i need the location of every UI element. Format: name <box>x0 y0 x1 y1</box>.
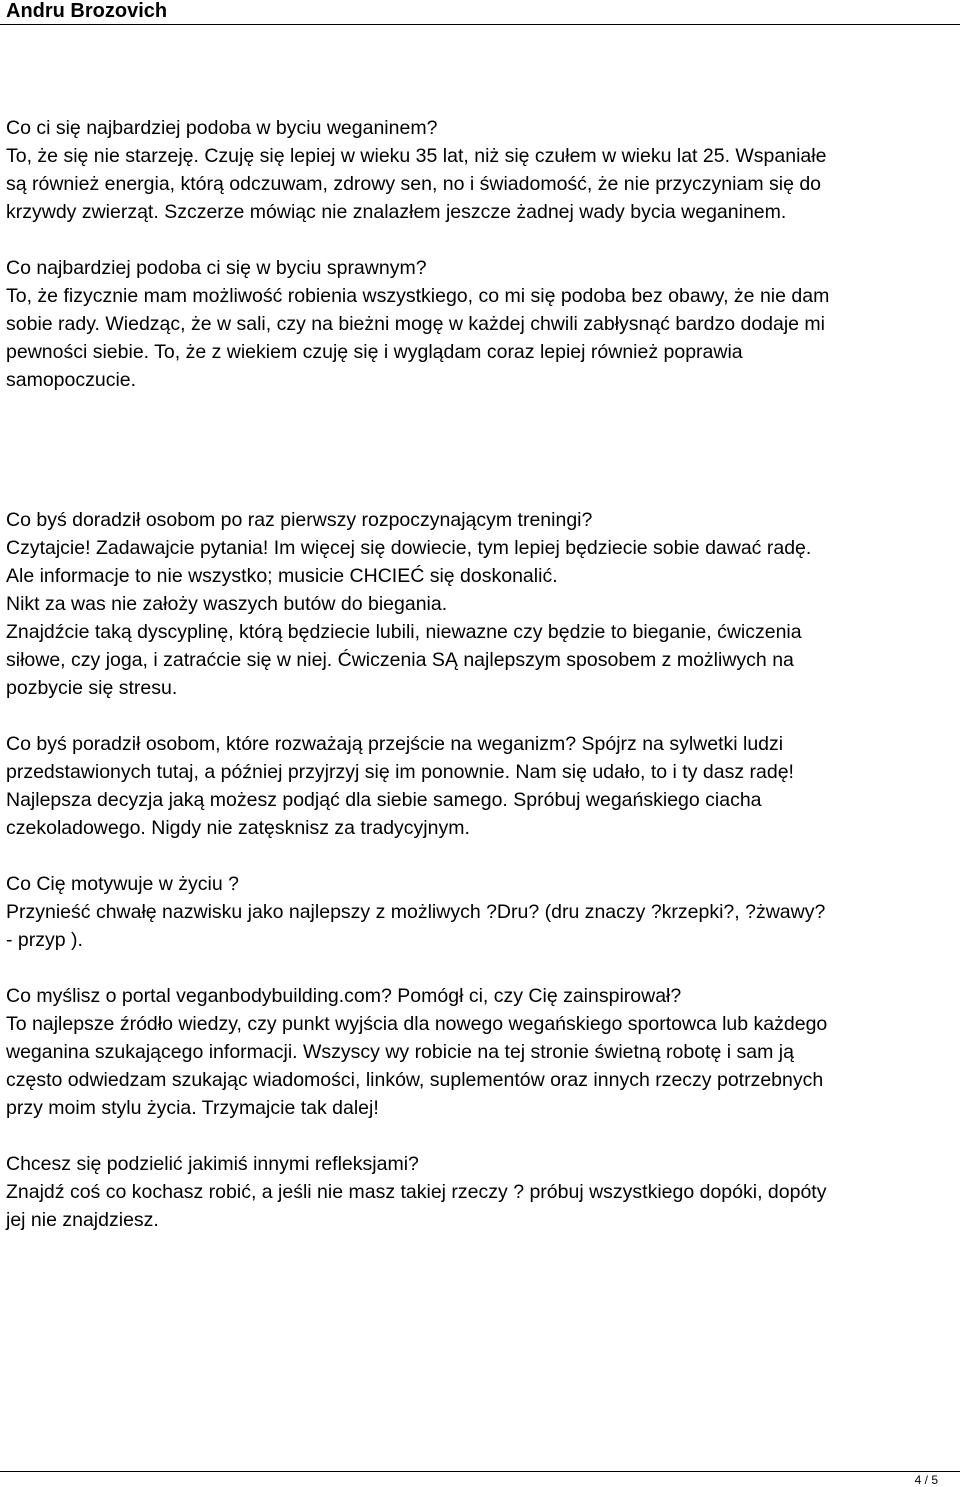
answer-line: Znajdź coś co kochasz robić, a jeśli nie masz takiej rzeczy ? próbuj wszystkiego dopóki, dopóty <box>6 1181 827 1203</box>
header-divider <box>0 24 960 25</box>
qa-block-vegan <box>6 114 956 226</box>
answer-line: Znajdźcie taką dyscyplinę, którą będziecie lubili, niewazne czy będzie to bieganie, ćwiczenia <box>6 621 802 643</box>
qa-block-portal <box>6 982 956 1122</box>
answer-line: często odwiedzam szukając wiadomości, linków, suplementów oraz innych rzeczy potrzebnych <box>6 1069 824 1091</box>
answer-line: krzywdy zwierząt. Szczerze mówiąc nie znalazłem jeszcze żadnej wady bycia weganinem. <box>6 201 787 223</box>
answer-line: To najlepsze źródło wiedzy, czy punkt wyjścia dla nowego wegańskiego sportowca lub każdego <box>6 1013 828 1035</box>
document-header-title: Andru Brozovich <box>6 0 168 22</box>
answer-line: Nikt za was nie założy waszych butów do biegania. <box>6 593 448 615</box>
question-line: Co byś doradził osobom po raz pierwszy rozpoczynającym treningi? <box>6 509 593 531</box>
question-line: Co myślisz o portal veganbodybuilding.com? Pomógł ci, czy Cię zainspirował? <box>6 985 682 1007</box>
question-line: Co Cię motywuje w życiu ? <box>6 873 239 895</box>
answer-line: Przynieść chwałę nazwisku jako najlepszy z możliwych ?Dru? (dru znaczy ?krzepki?, ?żwawy? <box>6 901 826 923</box>
qa-block-beginners <box>6 506 956 702</box>
footer-divider <box>0 1471 960 1472</box>
answer-line: jej nie znajdziesz. <box>6 1209 159 1231</box>
qa-block-veganism-advice <box>6 730 956 842</box>
answer-line: przedstawionych tutaj, a później przyjrzyj się im ponownie. Nam się udało, to i ty dasz radę! <box>6 761 794 783</box>
answer-line: przy moim stylu życia. Trzymajcie tak dalej! <box>6 1097 379 1119</box>
document-body <box>6 114 956 1234</box>
question-line: Co najbardziej podoba ci się w byciu sprawnym? <box>6 257 427 279</box>
answer-line: weganina szukającego informacji. Wszyscy wy robicie na tej stronie świetną robotę i sam ją <box>6 1041 794 1063</box>
answer-line: samopoczucie. <box>6 369 137 391</box>
answer-line: czekoladowego. Nigdy nie zatęsknisz za tradycyjnym. <box>6 817 470 839</box>
answer-line: Najlepsza decyzja jaką możesz podjąć dla siebie samego. Spróbuj wegańskiego ciacha <box>6 789 762 811</box>
qa-block-reflections <box>6 1150 956 1234</box>
answer-line: To, że fizycznie mam możliwość robienia wszystkiego, co mi się podoba bez obawy, że nie dam <box>6 285 830 307</box>
page-number: 4 / 5 <box>914 1473 938 1487</box>
answer-line: To, że się nie starzeję. Czuję się lepiej w wieku 35 lat, niż się czułem w wieku lat 25. Wspaniałe <box>6 145 827 167</box>
qa-block-motivation <box>6 870 956 954</box>
answer-line: - przyp ). <box>6 929 83 951</box>
answer-line: Czytajcie! Zadawajcie pytania! Im więcej się dowiecie, tym lepiej będziecie sobie dawać radę. <box>6 537 812 559</box>
question-line: Co ci się najbardziej podoba w byciu weganinem? <box>6 117 438 139</box>
answer-line: sobie rady. Wiedząc, że w sali, czy na bieżni mogę w każdej chwili zabłysnąć bardzo dodaje mi <box>6 313 826 335</box>
qa-block-fitness <box>6 254 956 394</box>
question-line: Co byś poradził osobom, które rozważają przejście na weganizm? Spójrz na sylwetki ludzi <box>6 733 784 755</box>
answer-line: pozbycie się stresu. <box>6 677 178 699</box>
answer-line: są również energia, którą odczuwam, zdrowy sen, no i świadomość, że nie przyczyniam się do <box>6 173 822 195</box>
question-line: Chcesz się podzielić jakimiś innymi refleksjami? <box>6 1153 419 1175</box>
answer-line: siłowe, czy joga, i zatraćcie się w niej. Ćwiczenia SĄ najlepszym sposobem z możliwych na <box>6 649 794 671</box>
answer-line: pewności siebie. To, że z wiekiem czuję się i wyglądam coraz lepiej również poprawia <box>6 341 743 363</box>
answer-line: Ale informacje to nie wszystko; musicie CHCIEĆ się doskonalić. <box>6 565 558 587</box>
